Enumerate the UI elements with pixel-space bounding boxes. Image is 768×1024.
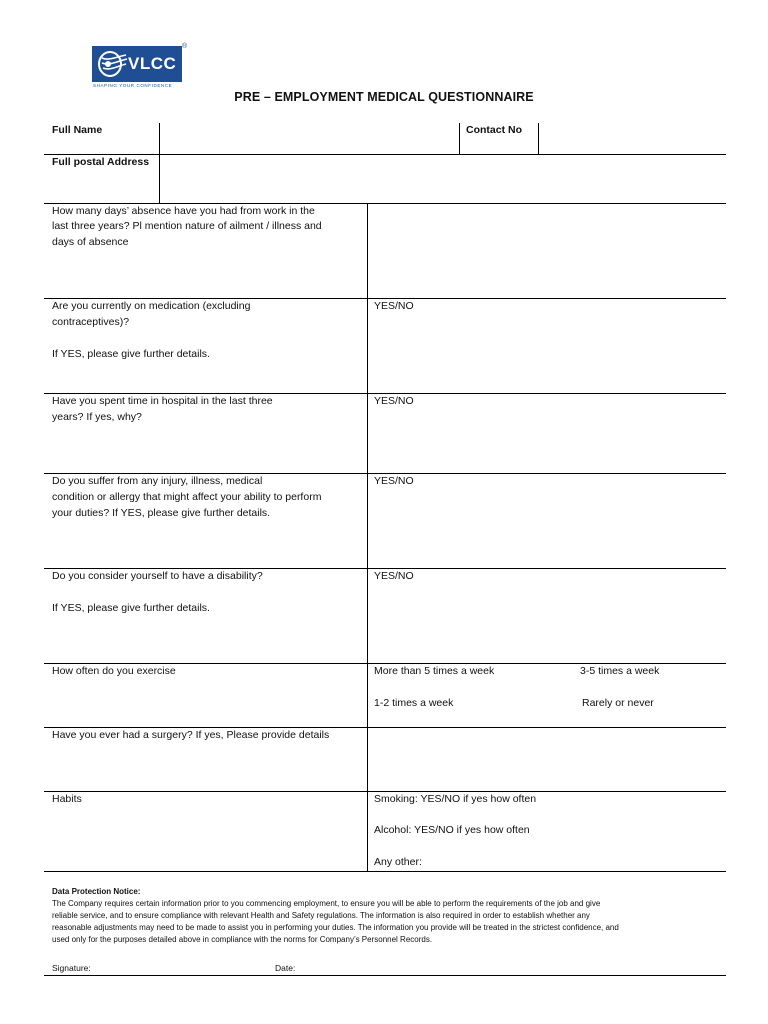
disability-question-line-2: If YES, please give further details. xyxy=(52,602,210,614)
absence-question-line-1: How many days’ absence have you had from work in the xyxy=(52,205,315,217)
full-name-label: Full Name xyxy=(52,124,103,136)
hospital-question-line-1: Have you spent time in hospital in the last three xyxy=(52,395,273,407)
exercise-option-1-2[interactable]: 1-2 times a week xyxy=(374,697,454,709)
absence-question-line-2: last three years? Pl mention nature of ailment / illness and xyxy=(52,220,322,232)
notice-title: Data Protection Notice: xyxy=(52,887,141,896)
date-label: Date: xyxy=(275,963,296,973)
disability-answer[interactable]: YES/NO xyxy=(374,570,414,582)
postal-address-label: Full postal Address xyxy=(52,156,150,168)
rule-footer xyxy=(44,975,726,976)
injury-answer[interactable]: YES/NO xyxy=(374,475,414,487)
logo-swirl-icon xyxy=(96,49,128,79)
page-title: PRE – EMPLOYMENT MEDICAL QUESTIONNAIRE xyxy=(234,90,534,104)
exercise-question: How often do you exercise xyxy=(52,665,176,677)
rule-name-label-divider xyxy=(159,123,160,203)
hospital-answer[interactable]: YES/NO xyxy=(374,395,414,407)
logo-text: VLCC xyxy=(128,54,177,73)
habits-alcohol[interactable]: Alcohol: YES/NO if yes how often xyxy=(374,824,530,836)
hospital-question-line-2: years? If yes, why? xyxy=(52,411,142,423)
rule-contact-right xyxy=(538,123,539,154)
medication-question-line-3: If YES, please give further details. xyxy=(52,348,210,360)
rule-question-divider xyxy=(367,203,368,871)
medication-question-line-2: contraceptives)? xyxy=(52,316,130,328)
notice-line-1: The Company requires certain information prior to you commencing employment, to ensure you will be able to perform the requirements of the job and give xyxy=(52,899,601,908)
exercise-option-3-5[interactable]: 3-5 times a week xyxy=(580,665,660,677)
notice-line-4: used only for the purposes detailed above in compliance with the norms for Company’s Personnel Records. xyxy=(52,935,433,944)
injury-question-line-3: your duties? If YES, please give further details. xyxy=(52,507,271,519)
logo-registered: ® xyxy=(182,43,188,50)
logo-badge xyxy=(92,46,182,82)
habits-question: Habits xyxy=(52,793,82,805)
signature-label: Signature: xyxy=(52,963,91,973)
medication-question-line-1: Are you currently on medication (excluding xyxy=(52,300,251,312)
habits-other[interactable]: Any other: xyxy=(374,856,422,868)
contact-no-label: Contact No xyxy=(466,124,522,136)
logo-tagline: SHAPING YOUR CONFIDENCE xyxy=(93,83,173,88)
rule-contact-left xyxy=(459,123,460,154)
injury-question-line-1: Do you suffer from any injury, illness, medical xyxy=(52,475,263,487)
notice-line-3: reasonable adjustments may need to be made to assist you in performing your duties. The information you provide will be treated in the strictest confidence, and xyxy=(52,923,619,932)
absence-question-line-3: days of absence xyxy=(52,236,129,248)
disability-question-line-1: Do you consider yourself to have a disability? xyxy=(52,570,263,582)
rule-row-8 xyxy=(44,871,726,872)
data-protection-notice xyxy=(52,886,722,946)
medication-answer[interactable]: YES/NO xyxy=(374,300,414,312)
vlcc-logo xyxy=(92,43,188,88)
surgery-question: Have you ever had a surgery? If yes, Please provide details xyxy=(52,729,330,741)
injury-question-line-2: condition or allergy that might affect your ability to perform xyxy=(52,491,322,503)
exercise-option-more-than-5[interactable]: More than 5 times a week xyxy=(374,665,495,677)
notice-line-2: reliable service, and to ensure compliance with relevant Health and Safety regulations. The information is also required in order to establish whether any xyxy=(52,911,590,920)
habits-smoking[interactable]: Smoking: YES/NO if yes how often xyxy=(374,793,537,805)
exercise-option-rarely[interactable]: Rarely or never xyxy=(582,697,654,709)
